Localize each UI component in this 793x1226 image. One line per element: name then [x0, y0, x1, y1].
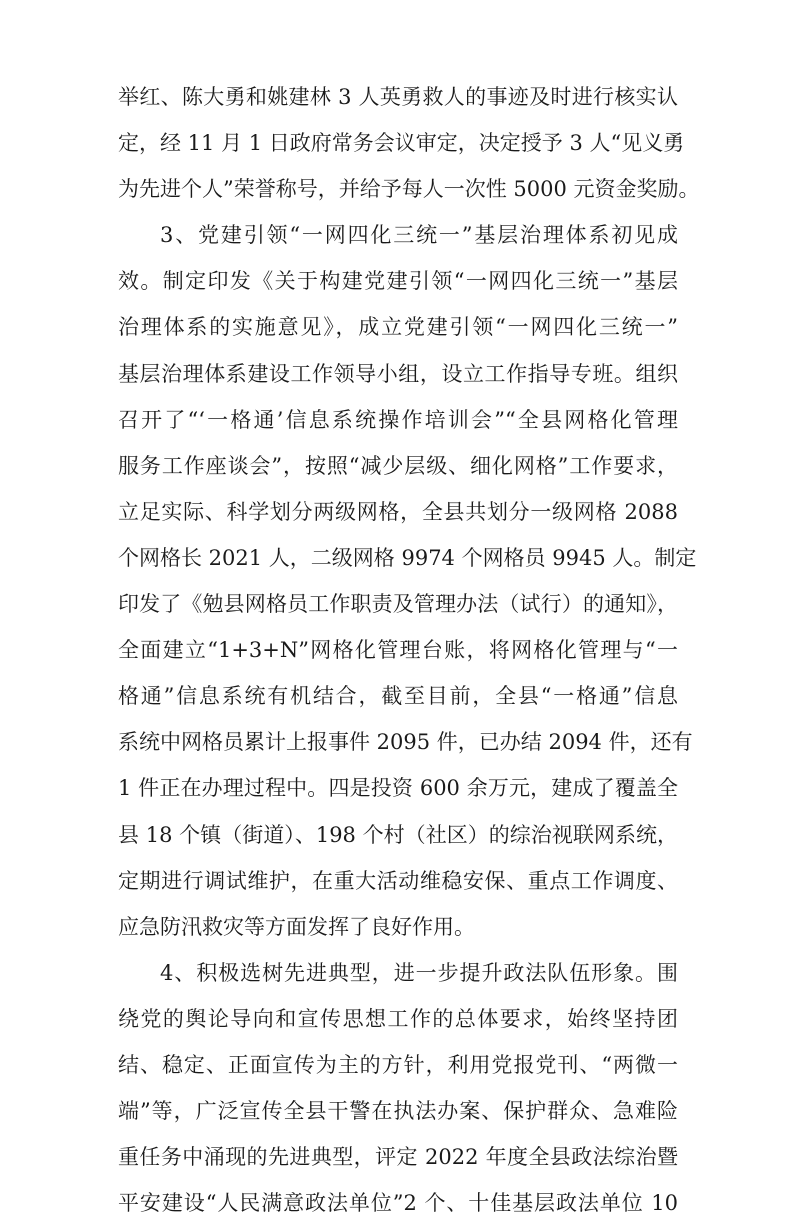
text-line: 为先进个人”荣誉称号，并给予每人一次性 5000 元资金奖励。 [118, 177, 700, 202]
text-line: 个网格长 2021 人，二级网格 9974 个网格员 9945 人。制定 [118, 545, 697, 570]
text-line: 全面建立“1+3+N”网格化管理台账，将网格化管理与“一 [118, 638, 678, 663]
text-line: 效。制定印发《关于构建党建引领“一网四化三统一”基层 [118, 269, 678, 294]
text-line: 重任务中涌现的先进典型，评定 2022 年度全县政法综治暨 [118, 1145, 678, 1170]
paragraph-heading-line: 3、党建引领“一网四化三统一”基层治理体系初见成 [160, 223, 678, 248]
text-line: 召开了“‘一格通’信息系统操作培训会”“全县网格化管理 [118, 407, 678, 432]
text-line: 格通”信息系统有机结合，截至目前，全县“一格通”信息 [118, 684, 678, 709]
text-line: 服务工作座谈会”，按照“减少层级、细化网格”工作要求， [118, 453, 678, 478]
text-line: 1 件正在办理过程中。四是投资 600 余万元，建成了覆盖全 [118, 776, 678, 801]
paragraph-heading-line: 4、积极选树先进典型，进一步提升政法队伍形象。围 [160, 960, 678, 985]
text-line: 举红、陈大勇和姚建林 3 人英勇救人的事迹及时进行核实认 [118, 85, 678, 109]
text-line: 定，经 11 月 1 日政府常务会议审定，决定授予 3 人“见义勇 [118, 131, 685, 156]
text-line: 印发了《勉县网格员工作职责及管理办法（试行）的通知》， [118, 592, 678, 617]
text-line: 平安建设“人民满意政法单位”2 个、十佳基层政法单位 10 [118, 1191, 678, 1216]
text-line: 端”等，广泛宣传全县干警在执法办案、保护群众、急难险 [118, 1099, 678, 1124]
text-line: 县 18 个镇（街道）、198 个村（社区）的综治视联网系统， [118, 822, 678, 847]
text-line: 立足实际、科学划分两级网格，全县共划分一级网格 2088 [118, 499, 678, 524]
text-line: 治理体系的实施意见》，成立党建引领“一网四化三统一” [118, 315, 678, 340]
text-line: 应急防汛救灾等方面发挥了良好作用。 [118, 914, 475, 939]
text-line: 系统中网格员累计上报事件 2095 件，已办结 2094 件，还有 [118, 730, 693, 755]
text-line: 基层治理体系建设工作领导小组，设立工作指导专班。组织 [118, 361, 678, 386]
text-line: 定期进行调试维护，在重大活动维稳安保、重点工作调度、 [118, 868, 678, 893]
text-line: 绕党的舆论导向和宣传思想工作的总体要求，始终坚持团 [118, 1006, 678, 1031]
text-line: 结、稳定、正面宣传为主的方针，利用党报党刊、“两微一 [118, 1052, 678, 1077]
document-body [118, 74, 700, 1226]
